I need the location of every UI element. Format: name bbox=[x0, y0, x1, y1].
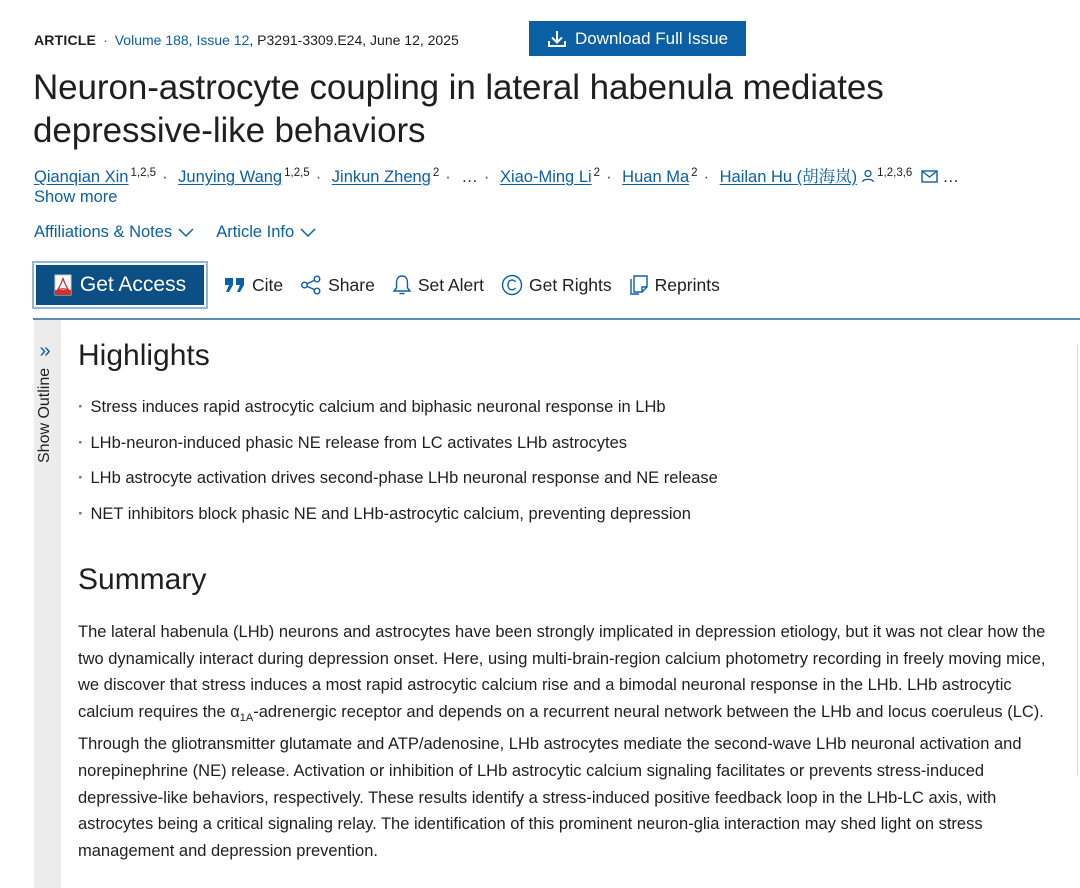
chevron-down-icon bbox=[178, 228, 194, 238]
toolbar-divider bbox=[33, 318, 1080, 320]
get-access-button[interactable] bbox=[32, 261, 208, 309]
summary-text-part2: -adrenergic receptor and depends on a recurrent neural network between the LHb and locus coeruleus (LC). Through the gliotransmitter glutamate and ATP/adenosine, LHb astrocytes mediate the second-wave LHb neuronal activation and norepinephrine (NE) release. Activation or inhibition of LHb astrocytic calcium signaling facilitates or prevents stress-induced depressive-like behaviors, respectively. These results identify a stress-induced positive feedback loop in the LHb-LC axis, with astrocytes being a critical signaling relay. The identification of this prominent neuron-glia interaction may shed light on stress management and depression prevention. bbox=[78, 702, 1044, 860]
quote-icon bbox=[224, 277, 246, 293]
list-item: · LHb astrocyte activation drives second-phase LHb neuronal response and NE release bbox=[78, 466, 718, 502]
download-full-issue-button[interactable] bbox=[529, 21, 746, 56]
list-item: · Stress induces rapid astrocytic calcium and biphasic neuronal response in LHb bbox=[78, 395, 718, 431]
info-links bbox=[34, 223, 316, 242]
article-info-label: Article Info bbox=[216, 223, 295, 241]
copyright-icon bbox=[501, 274, 523, 296]
set-alert-label: Set Alert bbox=[417, 274, 484, 295]
author-affiliation: 2 bbox=[593, 167, 601, 179]
list-item: · LHb-neuron-induced phasic NE release from LC activates LHb astrocytes bbox=[78, 431, 718, 467]
person-icon bbox=[861, 165, 875, 191]
reprints-icon bbox=[629, 274, 649, 296]
get-access-label: Get Access bbox=[79, 273, 187, 296]
article-details: , P3291-3309.E24, June 12, 2025 bbox=[249, 32, 459, 48]
author-affiliation: 2 bbox=[691, 167, 698, 179]
meta-separator: · bbox=[103, 32, 108, 48]
author-link[interactable]: Hailan Hu (胡海岚) bbox=[719, 168, 858, 186]
article-meta bbox=[34, 24, 459, 56]
cite-button[interactable] bbox=[224, 275, 283, 296]
cite-label: Cite bbox=[252, 274, 284, 295]
share-button[interactable] bbox=[300, 275, 375, 296]
author-link[interactable]: Jinkun Zheng bbox=[331, 168, 431, 186]
affiliations-label: Affiliations & Notes bbox=[34, 223, 173, 241]
author-affiliation: 1,2,5 bbox=[130, 167, 157, 179]
get-rights-button[interactable] bbox=[501, 274, 612, 296]
download-icon bbox=[547, 30, 567, 48]
article-toolbar bbox=[32, 261, 720, 309]
summary-text-part1: The lateral habenula (LHb) neurons and astrocytes have been strongly implicated in depression etiology, but it was not clear how the two dynamically interact during depression onset. Here, using multi-brain-region calcium photometry recording in freely moving mice, we discover that stress induces a most rapid astrocytic calcium rise and a bimodal neuronal response in the LHb. LHb astrocytic calcium requires the α bbox=[78, 623, 1046, 721]
share-label: Share bbox=[328, 274, 375, 295]
download-label: Download Full Issue bbox=[574, 28, 729, 48]
highlights-list bbox=[78, 395, 718, 537]
article-info-toggle[interactable] bbox=[216, 223, 316, 242]
summary-text bbox=[78, 619, 1063, 864]
author-affiliation: 1,2,5 bbox=[284, 167, 310, 179]
page-title: Neuron-astrocyte coupling in lateral habenula mediates depressive-like behaviors bbox=[33, 68, 884, 150]
volume-link[interactable]: Volume 188, Issue 12 bbox=[114, 32, 250, 48]
author-link[interactable]: Xiao-Ming Li bbox=[499, 168, 592, 186]
authors-ellipsis: … bbox=[461, 168, 478, 186]
author-link[interactable]: Qianqian Xin bbox=[34, 168, 129, 186]
show-outline-toggle[interactable]: Show Outline bbox=[36, 367, 53, 463]
get-rights-label: Get Rights bbox=[528, 274, 612, 295]
set-alert-button[interactable] bbox=[392, 274, 484, 296]
email-icon[interactable] bbox=[921, 165, 938, 191]
chevron-double-right-icon[interactable]: » bbox=[39, 340, 51, 362]
share-icon bbox=[300, 275, 322, 295]
highlights-heading: Highlights bbox=[78, 339, 210, 372]
show-more-link[interactable]: Show more bbox=[34, 188, 118, 206]
chevron-down-icon bbox=[300, 228, 316, 238]
summary-heading: Summary bbox=[78, 563, 207, 596]
author-link[interactable]: Huan Ma bbox=[622, 168, 690, 186]
list-item: · NET inhibitors block phasic NE and LHb-astrocytic calcium, preventing depression bbox=[78, 502, 718, 538]
reprints-label: Reprints bbox=[654, 274, 720, 295]
authors-trailing-ellipsis: … bbox=[942, 168, 960, 186]
summary-subscript: 1A bbox=[239, 711, 254, 724]
content-edge-line bbox=[1077, 345, 1078, 775]
author-list: Qianqian Xin $^{1,2,5}$ · Junying Wang $^{1,2,5}$ · Jinkun Zheng $^2$ · … · Xiao-Ming Li $^2$ · Huan Ma $^2$ · Hailan Hu (胡海岚) $^{1,2,3,6}$ … bbox=[34, 160, 1074, 191]
reprints-button[interactable] bbox=[629, 274, 720, 296]
affiliations-notes-toggle[interactable] bbox=[34, 223, 194, 242]
pdf-icon bbox=[54, 274, 72, 296]
author-link[interactable]: Junying Wang bbox=[178, 168, 283, 186]
article-type: ARTICLE bbox=[34, 32, 97, 48]
author-affiliation: 2 bbox=[432, 167, 440, 179]
bell-icon bbox=[392, 274, 412, 296]
author-affiliation: 1,2,3,6 bbox=[877, 167, 913, 179]
